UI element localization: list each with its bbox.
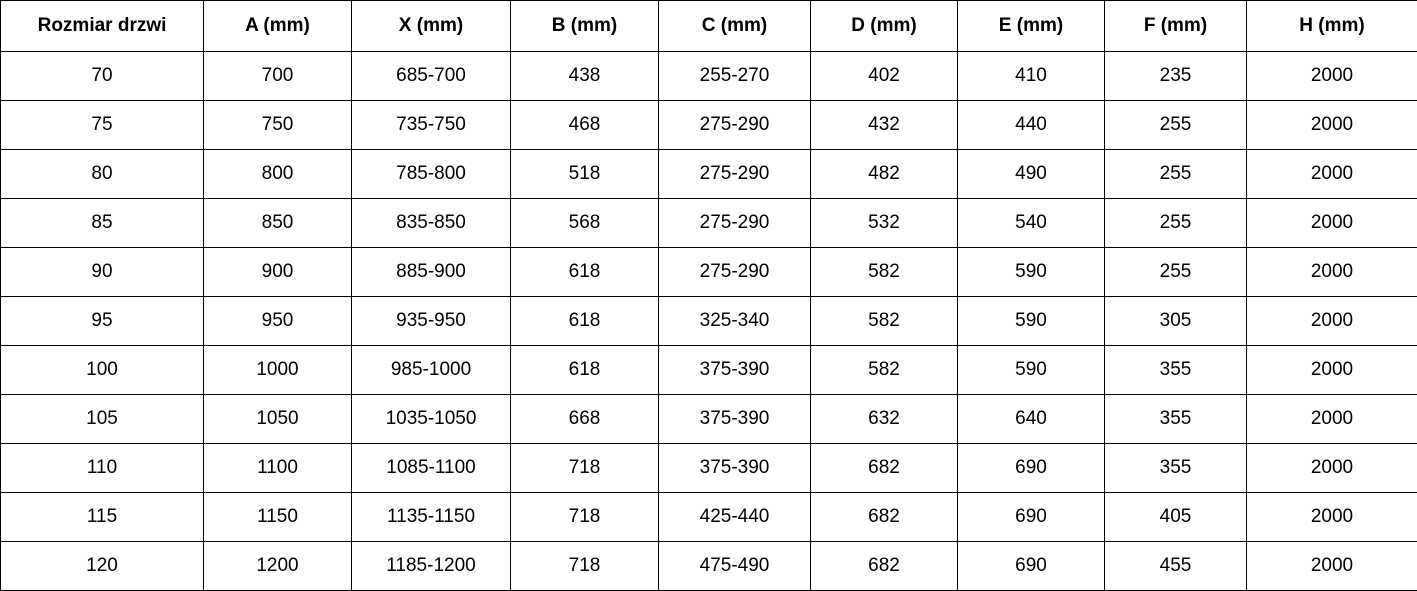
door-size-cell: 85 bbox=[1, 199, 204, 248]
dimension-cell: 640 bbox=[958, 395, 1105, 444]
door-size-cell: 70 bbox=[1, 52, 204, 101]
dimension-cell: 255 bbox=[1105, 101, 1247, 150]
dimension-cell: 518 bbox=[511, 150, 659, 199]
table-header bbox=[1, 1, 1417, 52]
table-row bbox=[1, 199, 1417, 248]
dimension-cell: 375-390 bbox=[659, 395, 811, 444]
door-size-cell: 80 bbox=[1, 150, 204, 199]
door-size-cell: 110 bbox=[1, 444, 204, 493]
dimension-cell: 2000 bbox=[1247, 395, 1417, 444]
dimension-cell: 1085-1100 bbox=[352, 444, 511, 493]
dimension-cell: 1035-1050 bbox=[352, 395, 511, 444]
dimension-cell: 2000 bbox=[1247, 444, 1417, 493]
dimension-cell: 532 bbox=[811, 199, 958, 248]
dimension-cell: 2000 bbox=[1247, 248, 1417, 297]
dimension-cell: 490 bbox=[958, 150, 1105, 199]
door-size-cell: 95 bbox=[1, 297, 204, 346]
dimension-cell: 668 bbox=[511, 395, 659, 444]
dimension-cell: 375-390 bbox=[659, 444, 811, 493]
dimension-cell: 590 bbox=[958, 248, 1105, 297]
table-row bbox=[1, 52, 1417, 101]
dimension-cell: 885-900 bbox=[352, 248, 511, 297]
dimension-cell: 375-390 bbox=[659, 346, 811, 395]
dimension-cell: 2000 bbox=[1247, 101, 1417, 150]
dimension-cell: 682 bbox=[811, 444, 958, 493]
column-header: E (mm) bbox=[958, 1, 1105, 52]
table-row bbox=[1, 542, 1417, 591]
table-body bbox=[1, 52, 1417, 591]
dimension-cell: 540 bbox=[958, 199, 1105, 248]
table-row bbox=[1, 297, 1417, 346]
dimension-cell: 255-270 bbox=[659, 52, 811, 101]
table-row bbox=[1, 493, 1417, 542]
dimension-cell: 935-950 bbox=[352, 297, 511, 346]
dimension-cell: 402 bbox=[811, 52, 958, 101]
dimension-cell: 235 bbox=[1105, 52, 1247, 101]
dimension-cell: 475-490 bbox=[659, 542, 811, 591]
dimension-cell: 690 bbox=[958, 493, 1105, 542]
dimension-cell: 410 bbox=[958, 52, 1105, 101]
door-size-cell: 105 bbox=[1, 395, 204, 444]
dimension-cell: 735-750 bbox=[352, 101, 511, 150]
dimension-cell: 438 bbox=[511, 52, 659, 101]
dimension-cell: 2000 bbox=[1247, 199, 1417, 248]
column-header: Rozmiar drzwi bbox=[1, 1, 204, 52]
dimension-cell: 305 bbox=[1105, 297, 1247, 346]
dimension-cell: 275-290 bbox=[659, 248, 811, 297]
dimension-cell: 618 bbox=[511, 346, 659, 395]
table-row bbox=[1, 395, 1417, 444]
column-header: X (mm) bbox=[352, 1, 511, 52]
column-header: B (mm) bbox=[511, 1, 659, 52]
table-row bbox=[1, 346, 1417, 395]
dimension-cell: 582 bbox=[811, 297, 958, 346]
dimension-cell: 568 bbox=[511, 199, 659, 248]
column-header: F (mm) bbox=[1105, 1, 1247, 52]
table-row bbox=[1, 150, 1417, 199]
dimension-cell: 2000 bbox=[1247, 346, 1417, 395]
dimension-cell: 1050 bbox=[204, 395, 352, 444]
column-header: H (mm) bbox=[1247, 1, 1417, 52]
dimension-cell: 800 bbox=[204, 150, 352, 199]
column-header: C (mm) bbox=[659, 1, 811, 52]
dimension-cell: 355 bbox=[1105, 395, 1247, 444]
dimension-cell: 1185-1200 bbox=[352, 542, 511, 591]
dimension-cell: 2000 bbox=[1247, 297, 1417, 346]
dimension-cell: 590 bbox=[958, 297, 1105, 346]
table-header-row bbox=[1, 1, 1417, 52]
dimension-cell: 835-850 bbox=[352, 199, 511, 248]
dimension-cell: 275-290 bbox=[659, 199, 811, 248]
dimension-cell: 950 bbox=[204, 297, 352, 346]
dimension-cell: 632 bbox=[811, 395, 958, 444]
dimension-cell: 985-1000 bbox=[352, 346, 511, 395]
door-size-cell: 120 bbox=[1, 542, 204, 591]
dimension-cell: 682 bbox=[811, 493, 958, 542]
dimension-cell: 1135-1150 bbox=[352, 493, 511, 542]
door-size-cell: 115 bbox=[1, 493, 204, 542]
dimension-cell: 750 bbox=[204, 101, 352, 150]
dimension-cell: 2000 bbox=[1247, 52, 1417, 101]
dimension-cell: 355 bbox=[1105, 444, 1247, 493]
dimension-cell: 468 bbox=[511, 101, 659, 150]
dimension-cell: 355 bbox=[1105, 346, 1247, 395]
dimension-cell: 718 bbox=[511, 444, 659, 493]
dimension-cell: 1000 bbox=[204, 346, 352, 395]
door-size-cell: 90 bbox=[1, 248, 204, 297]
dimension-cell: 2000 bbox=[1247, 150, 1417, 199]
door-size-cell: 75 bbox=[1, 101, 204, 150]
dimension-cell: 685-700 bbox=[352, 52, 511, 101]
dimension-cell: 425-440 bbox=[659, 493, 811, 542]
dimension-cell: 2000 bbox=[1247, 493, 1417, 542]
dimension-cell: 718 bbox=[511, 493, 659, 542]
dimension-cell: 255 bbox=[1105, 199, 1247, 248]
table-row bbox=[1, 101, 1417, 150]
dimension-cell: 582 bbox=[811, 248, 958, 297]
dimension-cell: 455 bbox=[1105, 542, 1247, 591]
table-row bbox=[1, 248, 1417, 297]
dimension-cell: 700 bbox=[204, 52, 352, 101]
dimension-cell: 690 bbox=[958, 542, 1105, 591]
dimension-cell: 255 bbox=[1105, 248, 1247, 297]
dimension-cell: 718 bbox=[511, 542, 659, 591]
dimension-cell: 1100 bbox=[204, 444, 352, 493]
dimension-cell: 682 bbox=[811, 542, 958, 591]
dimension-cell: 2000 bbox=[1247, 542, 1417, 591]
dimension-cell: 405 bbox=[1105, 493, 1247, 542]
column-header: A (mm) bbox=[204, 1, 352, 52]
dimension-cell: 432 bbox=[811, 101, 958, 150]
dimension-cell: 785-800 bbox=[352, 150, 511, 199]
dimension-cell: 255 bbox=[1105, 150, 1247, 199]
dimension-cell: 850 bbox=[204, 199, 352, 248]
dimension-cell: 690 bbox=[958, 444, 1105, 493]
dimension-cell: 275-290 bbox=[659, 101, 811, 150]
dimension-cell: 618 bbox=[511, 248, 659, 297]
table-row bbox=[1, 444, 1417, 493]
dimension-cell: 1150 bbox=[204, 493, 352, 542]
dimension-cell: 618 bbox=[511, 297, 659, 346]
dimension-cell: 582 bbox=[811, 346, 958, 395]
dimension-cell: 325-340 bbox=[659, 297, 811, 346]
dimension-cell: 590 bbox=[958, 346, 1105, 395]
dimension-cell: 440 bbox=[958, 101, 1105, 150]
dimension-cell: 275-290 bbox=[659, 150, 811, 199]
door-size-cell: 100 bbox=[1, 346, 204, 395]
dimension-cell: 900 bbox=[204, 248, 352, 297]
dimension-cell: 1200 bbox=[204, 542, 352, 591]
dimension-cell: 482 bbox=[811, 150, 958, 199]
column-header: D (mm) bbox=[811, 1, 958, 52]
